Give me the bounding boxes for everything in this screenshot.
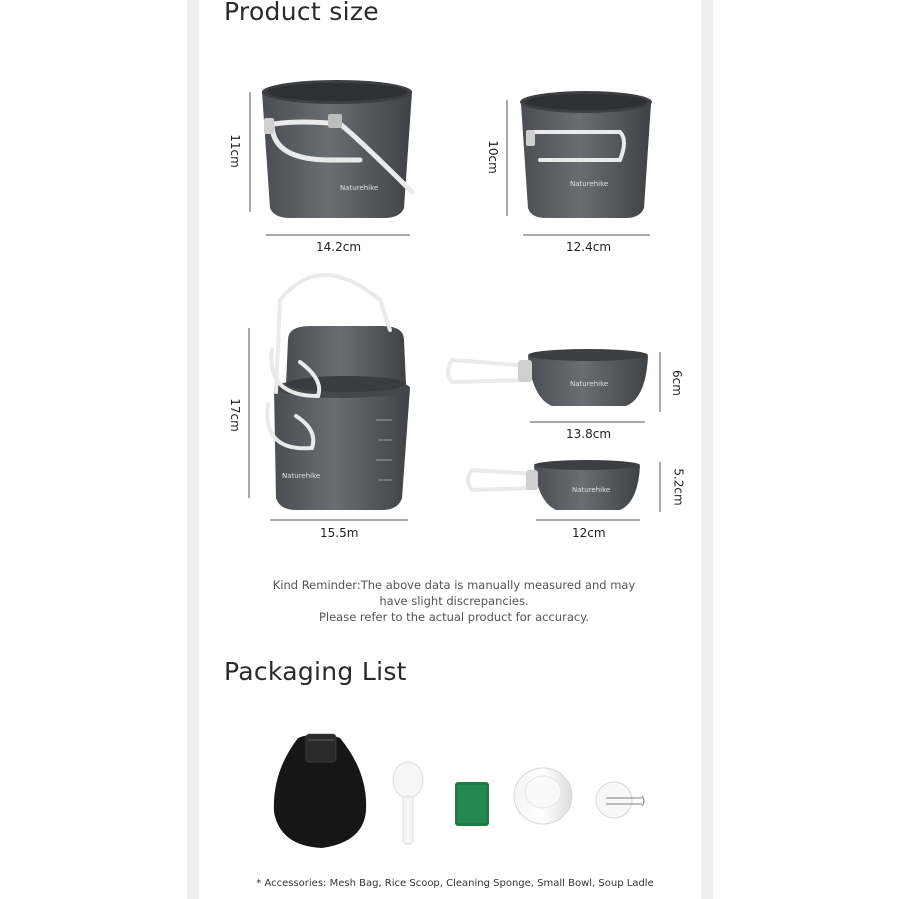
reminder-line-2: have slight discrepancies. — [379, 594, 529, 608]
packaging-list-title: Packaging List — [224, 657, 407, 686]
pot-large — [262, 80, 412, 218]
kettle-set — [267, 275, 410, 510]
kind-reminder — [254, 577, 654, 625]
pot-medium — [520, 91, 652, 218]
pan-large — [448, 349, 648, 406]
mesh-bag — [274, 734, 366, 848]
pot-medium-height-label: 10cm — [485, 140, 500, 174]
pan-small-width-label: 12cm — [572, 526, 606, 540]
kettle-set-width-label: 15.5m — [320, 526, 359, 540]
pan-large-width-label: 13.8cm — [566, 427, 612, 441]
brand-logo-text: Naturehike — [572, 486, 611, 494]
soup-ladle — [596, 782, 644, 818]
brand-logo-text: Naturehike — [340, 184, 379, 192]
pot-large-width-label: 14.2cm — [316, 240, 362, 254]
pot-medium-width-label: 12.4cm — [566, 240, 612, 254]
rice-scoop — [393, 762, 423, 844]
cleaning-sponge — [455, 782, 489, 826]
accessories-caption: * Accessories: Mesh Bag, Rice Scoop, Cleaning Sponge, Small Bowl, Soup Ladle — [256, 878, 654, 889]
product-size-title: Product size — [224, 0, 379, 26]
reminder-line-1: Kind Reminder:The above data is manually measured and may — [272, 578, 636, 592]
small-bowl — [514, 768, 572, 824]
brand-logo-text: Naturehike — [570, 380, 609, 388]
pot-large-height-label: 11cm — [227, 134, 242, 168]
pan-large-height-label: 6cm — [669, 370, 684, 396]
kettle-set-height-label: 17cm — [227, 398, 242, 432]
reminder-line-3: Please refer to the actual product for accuracy. — [318, 610, 590, 624]
brand-logo-text: Naturehike — [282, 472, 321, 480]
pan-small-height-label: 5.2cm — [671, 468, 686, 506]
brand-logo-text: Naturehike — [570, 180, 609, 188]
pan-small — [468, 460, 640, 510]
